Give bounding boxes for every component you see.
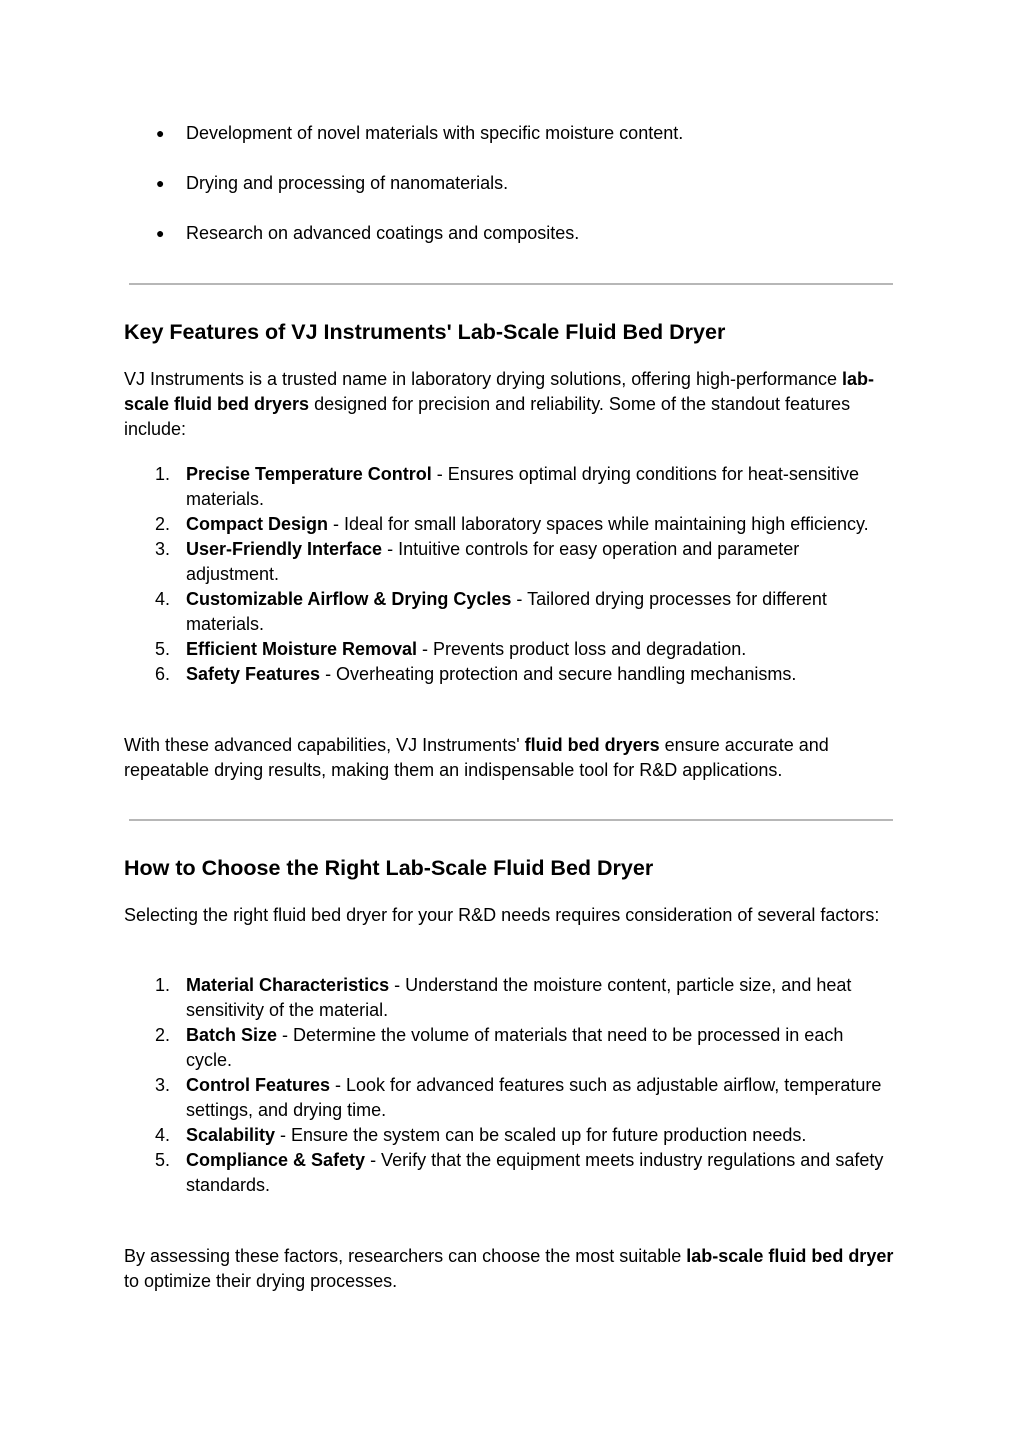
key-features-closing: With these advanced capabilities, VJ Instruments' fluid bed dryers ensure accurate and repeatable drying results, making them an indispensable tool for R&D applications. — [124, 735, 829, 780]
list-item: 2. Compact Design - Ideal for small laboratory spaces while maintaining high efficiency. — [155, 514, 869, 534]
selection-factors-list — [124, 973, 894, 1198]
key-features-list — [124, 462, 894, 687]
intro-bullet-list — [124, 121, 683, 271]
how-to-choose-intro: Selecting the right fluid bed dryer for your R&D needs requires consideration of several factors: — [124, 905, 880, 925]
list-item: 5. Compliance & Safety - Verify that the equipment meets industry regulations and safety standards. — [155, 1150, 884, 1195]
list-item: 3. Control Features - Look for advanced features such as adjustable airflow, temperature settings, and drying time. — [155, 1075, 882, 1120]
list-item: ● Drying and processing of nanomaterials. — [124, 171, 683, 196]
list-item: 3. User-Friendly Interface - Intuitive controls for easy operation and parameter adjustment. — [155, 539, 800, 584]
key-features-intro: VJ Instruments is a trusted name in laboratory drying solutions, offering high-performance lab-scale fluid bed dryers designed for precision and reliability. Some of the standout features include: — [124, 369, 875, 439]
bullet-icon: ● — [156, 225, 165, 241]
horizontal-divider — [129, 283, 893, 285]
how-to-choose-closing: By assessing these factors, researchers can choose the most suitable lab-scale fluid bed dryer to optimize their drying processes. — [124, 1246, 894, 1291]
list-item: 4. Scalability - Ensure the system can be scaled up for future production needs. — [155, 1125, 807, 1145]
list-item: ● Development of novel materials with specific moisture content. — [124, 121, 683, 146]
horizontal-divider — [129, 819, 893, 821]
list-item: 5. Efficient Moisture Removal - Prevents product loss and degradation. — [155, 639, 747, 659]
list-item: 1. Material Characteristics - Understand the moisture content, particle size, and heat sensitivity of the material. — [155, 975, 852, 1020]
list-item: ● Research on advanced coatings and composites. — [124, 221, 683, 246]
section-heading-how-to-choose: How to Choose the Right Lab-Scale Fluid Bed Dryer — [124, 856, 654, 880]
section-heading-key-features: Key Features of VJ Instruments' Lab-Scale Fluid Bed Dryer — [124, 320, 726, 344]
list-item: 6. Safety Features - Overheating protection and secure handling mechanisms. — [155, 664, 797, 684]
list-item: 2. Batch Size - Determine the volume of materials that need to be processed in each cycle. — [155, 1025, 844, 1070]
list-item: 1. Precise Temperature Control - Ensures optimal drying conditions for heat-sensitive materials. — [155, 464, 859, 509]
list-item: 4. Customizable Airflow & Drying Cycles - Tailored drying processes for different materials. — [155, 589, 827, 634]
bullet-icon: ● — [156, 175, 165, 191]
bullet-icon: ● — [156, 125, 165, 141]
